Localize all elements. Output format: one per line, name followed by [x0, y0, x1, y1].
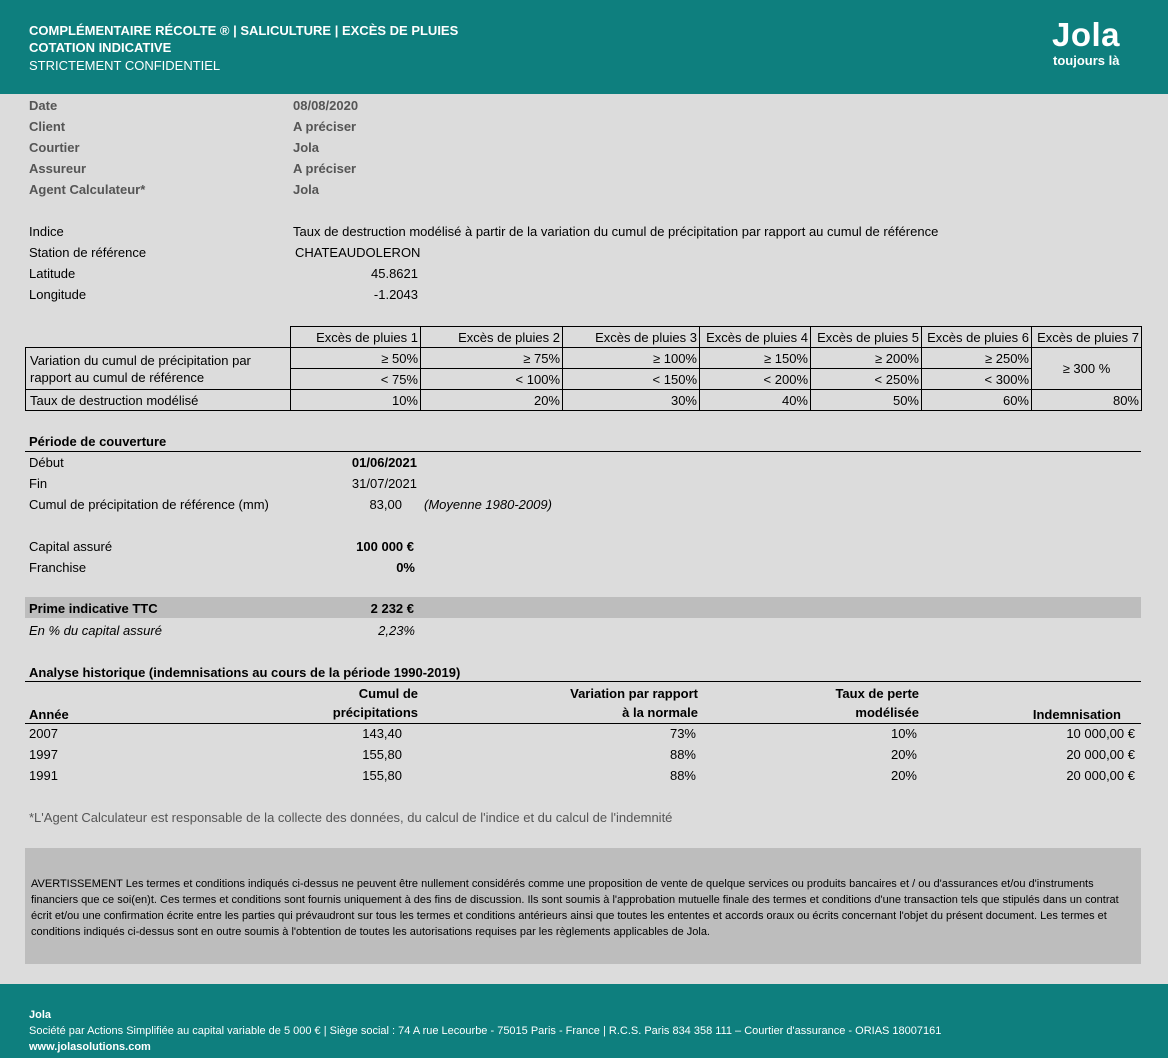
- history-year: 2007: [29, 726, 58, 741]
- history-variation: 73%: [669, 726, 696, 741]
- history-col-variation-line1: Variation par rapport: [570, 686, 698, 701]
- rate-6: 60%: [922, 390, 1032, 411]
- indice-value: Taux de destruction modélisé à partir de la variation du cumul de précipitation par rapport au cumul de référence: [293, 224, 939, 239]
- lower-bound-5: ≥ 200%: [811, 348, 922, 369]
- upper-bound-6: < 300%: [922, 369, 1032, 390]
- history-variation: 88%: [669, 768, 696, 783]
- info-value-client: A préciser: [293, 119, 357, 134]
- rate-row-label: Taux de destruction modélisé: [26, 390, 291, 411]
- premium-band: [25, 597, 1141, 618]
- info-label-courtier: Courtier: [29, 140, 80, 155]
- info-value-assureur: A préciser: [293, 161, 357, 176]
- premium-pct-label: En % du capital assuré: [29, 623, 162, 638]
- premium-value: 2 232 €: [370, 601, 414, 616]
- cumul-reference-value: 83,00: [369, 497, 402, 512]
- lower-bound-1: ≥ 50%: [291, 348, 421, 369]
- station-value: CHATEAUDOLERON: [295, 245, 421, 260]
- table-corner: [26, 327, 291, 348]
- header-excess-6: Excès de pluies 6: [922, 327, 1032, 348]
- footer-website-link[interactable]: www.jolasolutions.com: [29, 1041, 151, 1053]
- variation-row-label: Variation du cumul de précipitation par rapport au cumul de référence: [26, 348, 291, 390]
- indice-label: Indice: [29, 224, 64, 239]
- excess-rain-table: [25, 326, 1142, 411]
- history-col-cumul-line1: Cumul de: [358, 686, 418, 701]
- cumul-reference-label: Cumul de précipitation de référence (mm): [29, 497, 269, 512]
- upper-bound-2: < 100%: [421, 369, 563, 390]
- header-excess-2: Excès de pluies 2: [421, 327, 563, 348]
- lower-bound-7: ≥ 300 %: [1032, 348, 1142, 390]
- jola-logo: Jola: [1052, 16, 1121, 53]
- latitude-label: Latitude: [29, 266, 76, 281]
- table-row: [26, 348, 1142, 369]
- info-label-date: Date: [29, 98, 58, 113]
- upper-bound-1: < 75%: [291, 369, 421, 390]
- debut-label: Début: [29, 455, 64, 470]
- history-cumul: 155,80: [362, 768, 402, 783]
- lower-bound-6: ≥ 250%: [922, 348, 1032, 369]
- franchise-label: Franchise: [29, 560, 87, 575]
- capital-value: 100 000 €: [356, 539, 414, 554]
- fin-value: 31/07/2021: [351, 476, 417, 491]
- info-label-agent: Agent Calculateur*: [29, 182, 146, 197]
- page-footer: [0, 984, 1168, 1058]
- rate-7: 80%: [1032, 390, 1142, 411]
- premium-label: Prime indicative TTC: [29, 601, 158, 616]
- header-excess-3: Excès de pluies 3: [563, 327, 700, 348]
- history-loss-rate: 10%: [890, 726, 917, 741]
- fin-label: Fin: [29, 476, 48, 491]
- history-col-loss-line1: Taux de perte: [835, 686, 919, 701]
- premium-pct-value: 2,23%: [378, 623, 415, 638]
- history-year: 1997: [29, 747, 58, 762]
- info-value-date: 08/08/2020: [293, 98, 359, 113]
- agent-footnote: *L'Agent Calculateur est responsable de la collecte des données, du calcul de l'indice et du calcul de l'indemnité: [29, 810, 673, 825]
- longitude-label: Longitude: [29, 287, 87, 302]
- history-title: Analyse historique (indemnisations au cours de la période 1990-2019): [29, 665, 461, 680]
- history-col-cumul-line2: précipitations: [332, 705, 418, 720]
- history-divider: [25, 681, 1141, 682]
- history-header-divider: [25, 723, 1141, 724]
- upper-bound-4: < 200%: [700, 369, 811, 390]
- document-subtitle: COTATION INDICATIVE: [29, 40, 172, 55]
- rate-2: 20%: [421, 390, 563, 411]
- footer-legal: Société par Actions Simplifiée au capital variable de 5 000 € | Siège social : 74 A rue Lecourbe - 75015 Paris - France | R.C.S. Paris 834 358 111 – Courtier d'assurance - ORIAS 18007161: [29, 1025, 942, 1037]
- rate-1: 10%: [291, 390, 421, 411]
- latitude-value: 45.8621: [371, 266, 418, 281]
- confidentiality-label: STRICTEMENT CONFIDENTIEL: [29, 58, 221, 73]
- info-value-agent: Jola: [293, 182, 320, 197]
- rate-5: 50%: [811, 390, 922, 411]
- station-label: Station de référence: [29, 245, 147, 260]
- document-title: COMPLÉMENTAIRE RÉCOLTE ® | SALICULTURE | EXCÈS DE PLUIES: [29, 23, 459, 38]
- info-label-client: Client: [29, 119, 66, 134]
- history-indemnity: 20 000,00 €: [1066, 768, 1135, 783]
- debut-value: 01/06/2021: [351, 455, 417, 470]
- history-year: 1991: [29, 768, 58, 783]
- upper-bound-3: < 150%: [563, 369, 700, 390]
- history-col-loss-line2: modélisée: [855, 705, 919, 720]
- franchise-value: 0%: [396, 560, 415, 575]
- info-value-courtier: Jola: [293, 140, 320, 155]
- lower-bound-4: ≥ 150%: [700, 348, 811, 369]
- history-col-variation-line2: à la normale: [622, 705, 698, 720]
- history-loss-rate: 20%: [890, 747, 917, 762]
- history-col-year: Année: [29, 707, 69, 722]
- jola-tagline: toujours là: [1053, 53, 1120, 68]
- table-row: [26, 390, 1142, 411]
- rate-4: 40%: [700, 390, 811, 411]
- lower-bound-2: ≥ 75%: [421, 348, 563, 369]
- history-cumul: 155,80: [362, 747, 402, 762]
- history-indemnity: 10 000,00 €: [1066, 726, 1135, 741]
- history-loss-rate: 20%: [890, 768, 917, 783]
- history-cumul: 143,40: [362, 726, 402, 741]
- cumul-reference-note: (Moyenne 1980-2009): [424, 497, 552, 512]
- footer-company: Jola: [29, 1009, 52, 1021]
- rate-3: 30%: [563, 390, 700, 411]
- lower-bound-3: ≥ 100%: [563, 348, 700, 369]
- header-excess-4: Excès de pluies 4: [700, 327, 811, 348]
- capital-label: Capital assuré: [29, 539, 113, 554]
- header-excess-7: Excès de pluies 7: [1032, 327, 1142, 348]
- header-excess-5: Excès de pluies 5: [811, 327, 922, 348]
- table-header-row: [26, 327, 1142, 348]
- upper-bound-5: < 250%: [811, 369, 922, 390]
- warning-disclaimer: AVERTISSEMENT Les termes et conditions indiqués ci-dessus ne peuvent être nullement considérés comme une proposition de vente de quelque services ou produits bancaires et / ou d'assurances et/ou d'instruments financiers que ce soi(en)t. Ces termes et conditions sont fournis uniquement à des fins de discussion. Ils sont soumis à l'approbation mutuelle finale des termes et conditions d'une transaction tels que stipulés dans un contrat écrit et/ou une confirmation écrite entre les parties qui prévaudront sur tous les termes et conditions antérieurs ainsi que toutes les ententes et accords oraux ou écrits concernant l'objet du présent document. Les termes et conditions indiqués ci-dessus sont en outre soumis à l'obtention de toutes les autorisations requises par les règlements applicables de Jola.: [25, 848, 1141, 964]
- history-col-indemnity: Indemnisation: [1032, 707, 1121, 722]
- header-excess-1: Excès de pluies 1: [291, 327, 421, 348]
- info-label-assureur: Assureur: [29, 161, 87, 176]
- history-indemnity: 20 000,00 €: [1066, 747, 1135, 762]
- coverage-title: Période de couverture: [29, 434, 167, 449]
- coverage-divider: [25, 451, 1141, 452]
- longitude-value: -1.2043: [373, 287, 418, 302]
- history-variation: 88%: [669, 747, 696, 762]
- page-header: [0, 0, 1168, 94]
